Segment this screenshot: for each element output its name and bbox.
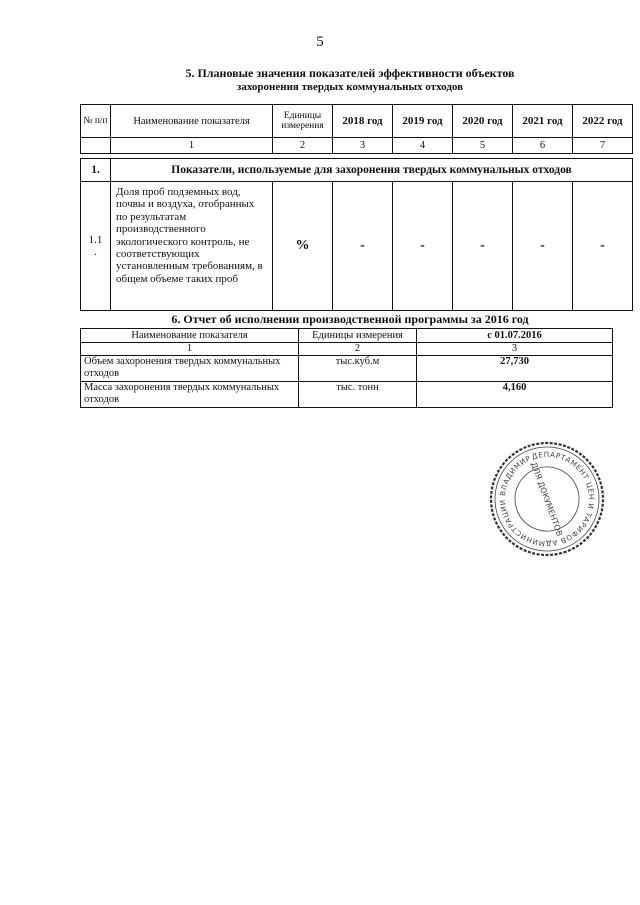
col-number: 5 — [453, 138, 513, 154]
header-year-2021: 2021 год — [513, 105, 573, 138]
section5-title — [80, 66, 620, 94]
table-row — [81, 356, 613, 382]
section5-title-line1: 5. Плановые значения показателей эффективности объектов — [185, 66, 515, 80]
official-stamp — [488, 440, 606, 558]
row-number-suffix: . — [94, 246, 97, 258]
stamp-inner-text: ДЛЯ ДОКУМЕНТОВ — [528, 460, 565, 538]
header-year-2020: 2020 год — [453, 105, 513, 138]
row-value: 4,160 — [417, 382, 613, 408]
page-number: 5 — [316, 34, 324, 50]
header-unit: Единицы измерения — [273, 105, 333, 138]
row-name: Масса захоронения твердых коммунальных отходов — [81, 382, 299, 408]
header-num: № п/п — [81, 105, 111, 138]
indicator-unit: % — [273, 182, 333, 311]
col-number: 1 — [81, 343, 299, 356]
column-number-row — [81, 138, 633, 154]
program-report-table — [80, 328, 613, 408]
section-row-title: Показатели, используемые для захоронения твердых коммунальных отходов — [111, 159, 633, 182]
col-number: 3 — [417, 343, 613, 356]
table-header-row — [81, 329, 613, 343]
value-2018: - — [333, 182, 393, 311]
row-unit: тыс. тонн — [299, 382, 417, 408]
column-number-row — [81, 343, 613, 356]
section5-title-line2: захоронения твердых коммунальных отходов — [236, 81, 464, 93]
indicator-description: Доля проб подземных вод, почвы и воздуха, отобранных по результатам производственного экологического контроль, не соответствующих установленным требованиям, в общем объеме таких проб — [111, 182, 273, 311]
col-number: 1 — [111, 138, 273, 154]
col-number: 6 — [513, 138, 573, 154]
table-row — [81, 182, 633, 311]
header-name: Наименование показателя — [81, 329, 299, 343]
col-number: 4 — [393, 138, 453, 154]
section-row — [81, 159, 633, 182]
row-value: 27,730 — [417, 356, 613, 382]
header-name: Наименование показателя — [111, 105, 273, 138]
table-header-row — [81, 105, 633, 138]
col-number: 2 — [273, 138, 333, 154]
header-year-2019: 2019 год — [393, 105, 453, 138]
value-2019: - — [393, 182, 453, 311]
col-number: 7 — [573, 138, 633, 154]
row-unit: тыс.куб.м — [299, 356, 417, 382]
performance-indicators-table — [80, 104, 633, 311]
section-row-number: 1. — [81, 159, 111, 182]
header-date: с 01.07.2016 — [417, 329, 613, 343]
header-year-2022: 2022 год — [573, 105, 633, 138]
row-number-main: 1.1 — [88, 234, 103, 246]
table-row — [81, 382, 613, 408]
col-number — [81, 138, 111, 154]
col-number: 2 — [299, 343, 417, 356]
value-2022: - — [573, 182, 633, 311]
stamp-outer-text: ДЕПАРТАМЕНТ ЦЕН И ТАРИФОВ АДМИНИСТРАЦИИ ВЛАДИМИРСКОЙ — [497, 449, 597, 549]
section6-title: 6. Отчет об исполнении производственной программы за 2016 год — [171, 312, 529, 326]
value-2021: - — [513, 182, 573, 311]
row-name: Объем захоронения твердых коммунальных отходов — [81, 356, 299, 382]
header-year-2018: 2018 год — [333, 105, 393, 138]
value-2020: - — [453, 182, 513, 311]
header-unit: Единицы измерения — [299, 329, 417, 343]
col-number: 3 — [333, 138, 393, 154]
row-number — [81, 182, 111, 311]
